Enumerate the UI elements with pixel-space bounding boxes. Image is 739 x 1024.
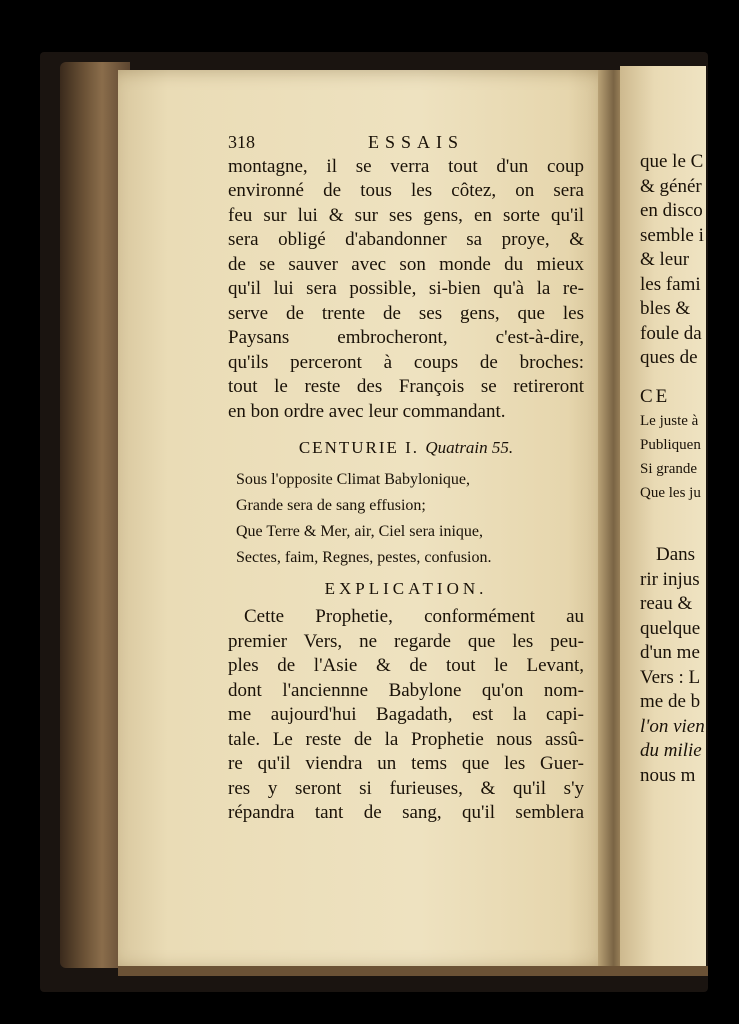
text-line: me aujourd'hui Bagadath, est la capi- [228,704,584,725]
right-line: reau & [640,593,693,614]
explication-paragraph [228,605,584,826]
right-verse-line: Le juste à [640,413,699,429]
right-line: me de b [640,691,701,712]
text-line: répandra tant de sang, qu'il semblera [228,802,584,823]
text-line: Cette Prophetie, conformément au [244,606,584,627]
right-line: foule da [640,322,702,344]
right-verse-line: Si grande [640,461,698,477]
verse-line: Grande sera de sang effusion; [236,496,426,514]
right-line: bles & [640,298,691,319]
text-line: tout le reste des François se retireront [228,376,584,397]
right-line: rir injus [640,568,700,590]
right-line: ques de [640,347,698,368]
quatrain-verse [228,467,584,571]
text-line: res y seront si furieuses, & qu'il s'y [228,777,584,799]
right-line: d'un me [640,642,700,663]
text-line: feu sur lui & sur ses gens, en sorte qu'il [228,204,584,226]
page-number: 318 [228,132,255,152]
text-line: ples de l'Asie & de tout le Levant, [228,655,584,676]
right-line: du milie [640,740,702,761]
right-line: semble i [640,224,704,246]
explication-heading: EXPLICATION. [324,578,488,598]
right-line: Vers : L [640,666,701,688]
right-line: les fami [640,273,701,295]
right-line: Dans [656,544,696,565]
text-line: en bon ordre avec leur commandant. [228,400,506,422]
text-line: re qu'il viendra un tems que les Guer- [228,753,584,774]
text-line: serve de trente de ses gens, que les [228,302,584,324]
text-line: sera obligé d'abandonner sa proye, & [228,229,584,250]
left-page-text [228,130,584,826]
text-line: tale. Le reste de la Prophetie nous assû- [228,728,584,750]
verse-line: Sous l'opposite Climat Babylonique, [236,470,470,488]
right-line: nous m [640,764,696,786]
centurie-label: CENTURIE I. [298,438,420,457]
body-paragraph [228,155,584,425]
right-verse-line: Que les ju [640,485,701,501]
right-line: & leur [640,249,690,270]
text-line: Paysans embrocheront, c'est-à-dire, [228,327,584,348]
text-line: environné de tous les côtez, on sera [228,180,584,201]
right-line: que le C [640,151,704,172]
text-line: qu'ils perceront à coups de broches: [228,351,584,373]
page-header [228,130,584,155]
right-line: quelque [640,617,701,639]
text-line: dont l'anciennne Babylone qu'on nom- [228,679,584,701]
book-bottom-edge [118,966,708,976]
right-line: & génér [640,175,702,197]
quatrain-label: Quatrain 55. [425,438,514,457]
verse-line: Sectes, faim, Regnes, pestes, confusion. [236,548,492,566]
running-title: ESSAIS [367,132,464,152]
verse-line: Que Terre & Mer, air, Ciel sera inique, [236,522,483,540]
text-line: premier Vers, ne regarde que les peu- [228,630,584,652]
right-heading: CE [640,385,671,407]
text-line: montagne, il se verra tout d'un coup [228,155,584,177]
centurie-heading [228,436,584,461]
text-line: de se sauver avec son monde du mieux [228,253,584,275]
right-verse-line: Publiquen [640,437,701,453]
right-page-text [640,150,720,788]
right-line: en disco [640,200,703,221]
text-line: qu'il lui sera possible, si-bien qu'à la re- [228,278,584,299]
right-line: l'on vien [640,715,705,737]
